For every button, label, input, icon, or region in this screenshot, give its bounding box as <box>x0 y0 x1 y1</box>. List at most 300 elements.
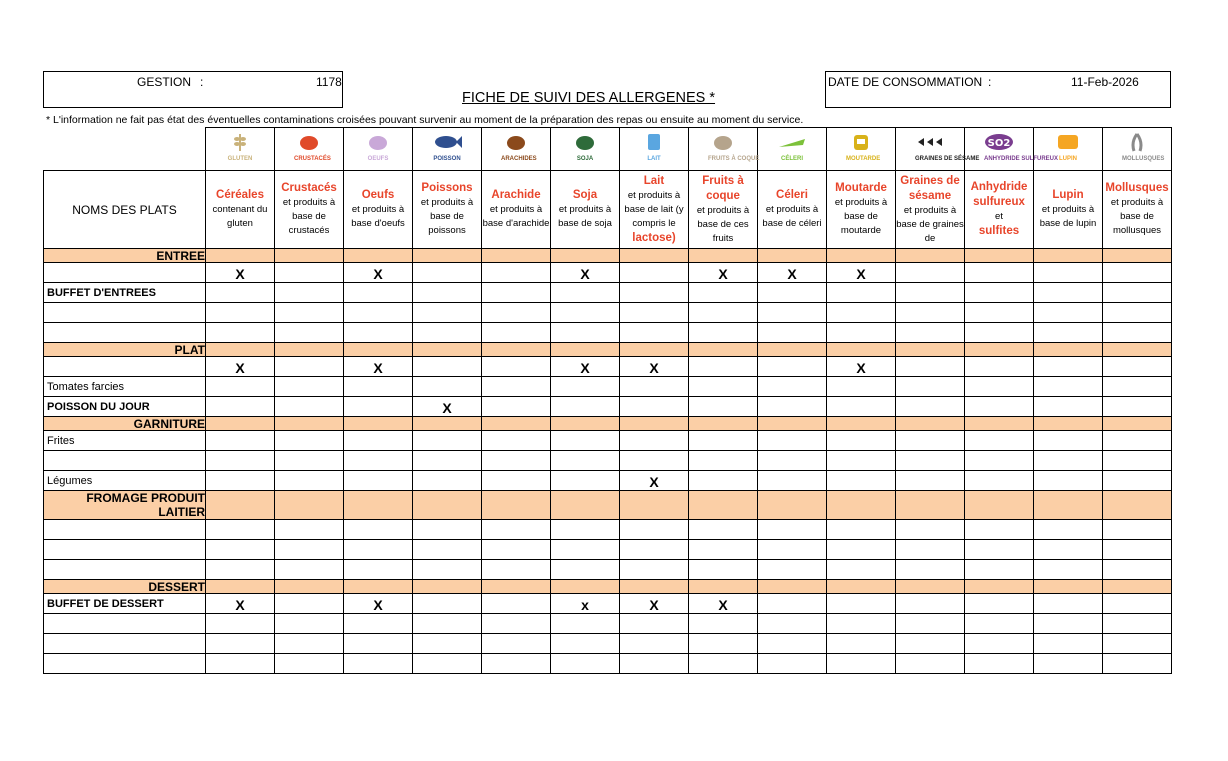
table-row <box>44 283 1172 303</box>
allergen-icon-cell <box>413 128 482 171</box>
allergen-mark: x <box>551 594 620 614</box>
allergen-mark <box>413 614 482 634</box>
allergen-mark <box>896 263 965 283</box>
sesame-icon <box>915 133 980 162</box>
section-row <box>44 343 1172 357</box>
section-fill <box>896 491 965 520</box>
allergen-mark <box>275 357 344 377</box>
section-fill <box>551 491 620 520</box>
allergen-mark <box>827 520 896 540</box>
allergen-mark <box>344 283 413 303</box>
allergen-header <box>344 171 413 249</box>
section-fill <box>758 580 827 594</box>
section-fill <box>965 417 1034 431</box>
allergen-mark <box>275 303 344 323</box>
table-row <box>44 594 1172 614</box>
allergen-mark <box>1103 540 1172 560</box>
allergen-mark <box>206 654 275 674</box>
allergen-mark <box>551 377 620 397</box>
section-fill <box>965 491 1034 520</box>
section-fill <box>1103 491 1172 520</box>
table-row <box>44 397 1172 417</box>
allergen-mark <box>275 283 344 303</box>
section-label: PLAT <box>44 343 206 357</box>
section-fill <box>551 580 620 594</box>
celery-icon <box>777 133 807 162</box>
allergen-mark: X <box>620 357 689 377</box>
allergen-mark <box>965 377 1034 397</box>
allergen-mark <box>344 520 413 540</box>
allergen-mark <box>206 471 275 491</box>
dish-name: Légumes <box>44 471 206 491</box>
allergen-mark <box>1103 614 1172 634</box>
allergen-name: Oeufs <box>361 189 395 201</box>
allergen-icon-cell <box>482 128 551 171</box>
allergen-mark <box>206 560 275 580</box>
allergen-header <box>1103 171 1172 249</box>
allergen-mark <box>896 451 965 471</box>
allergen-mark <box>896 431 965 451</box>
header-row <box>44 171 1172 249</box>
section-fill <box>344 580 413 594</box>
allergen-extra: lactose) <box>632 231 676 244</box>
allergen-mark <box>344 540 413 560</box>
allergen-description: et produits à base de lait (y compris le <box>624 189 684 229</box>
allergen-mark <box>482 634 551 654</box>
allergen-icon-cell <box>689 128 758 171</box>
section-fill <box>1103 580 1172 594</box>
allergen-mark <box>689 303 758 323</box>
allergen-mark <box>344 560 413 580</box>
allergen-mark <box>413 560 482 580</box>
allergen-name: Anhydride sulfureux <box>970 181 1028 208</box>
allergen-mark <box>482 594 551 614</box>
allergen-icon-label: MOUTARDE <box>846 156 881 162</box>
section-fill <box>275 249 344 263</box>
allergen-mark <box>551 451 620 471</box>
allergen-mark <box>620 634 689 654</box>
allergen-mark <box>482 263 551 283</box>
table-row <box>44 451 1172 471</box>
allergen-description: et produits à base de graines de <box>896 204 964 244</box>
allergen-mark <box>344 634 413 654</box>
allergen-mark <box>758 540 827 560</box>
table-row <box>44 431 1172 451</box>
allergen-mark <box>1103 431 1172 451</box>
allergen-mark <box>275 520 344 540</box>
section-fill <box>965 249 1034 263</box>
table-row <box>44 323 1172 343</box>
section-fill <box>344 249 413 263</box>
allergen-mark <box>965 614 1034 634</box>
gestion-label: GESTION <box>137 75 192 89</box>
crab-icon <box>294 133 331 162</box>
allergen-name: Fruits à coque <box>702 174 744 202</box>
section-fill <box>1034 343 1103 357</box>
section-fill <box>896 580 965 594</box>
allergen-mark <box>965 283 1034 303</box>
date-box <box>825 71 1171 108</box>
allergen-mark <box>413 283 482 303</box>
allergen-mark <box>896 471 965 491</box>
table-row <box>44 654 1172 674</box>
allergen-mark <box>206 283 275 303</box>
allergen-mark: X <box>344 263 413 283</box>
allergen-mark <box>620 614 689 634</box>
section-fill <box>896 343 965 357</box>
allergen-header <box>896 171 965 249</box>
allergen-header <box>482 171 551 249</box>
section-row <box>44 491 1172 520</box>
allergen-mark <box>206 540 275 560</box>
allergen-mark: X <box>206 263 275 283</box>
allergen-mark <box>275 323 344 343</box>
allergen-mark <box>413 431 482 451</box>
allergen-icon-cell <box>965 128 1059 171</box>
allergen-mark <box>1034 323 1103 343</box>
allergen-mark <box>827 634 896 654</box>
allergen-mark <box>482 323 551 343</box>
allergen-description: et produits à base d'arachide <box>482 204 550 229</box>
allergen-mark <box>482 614 551 634</box>
allergen-mark <box>551 323 620 343</box>
allergen-mark: X <box>827 263 896 283</box>
allergen-mark <box>551 634 620 654</box>
icon-row-spacer <box>44 128 206 171</box>
allergen-mark <box>344 377 413 397</box>
gestion-separator: : <box>200 75 204 89</box>
allergen-mark <box>620 520 689 540</box>
dish-name: BUFFET DE DESSERT <box>44 594 206 614</box>
section-fill <box>965 343 1034 357</box>
allergen-icon-cell <box>758 128 827 171</box>
allergen-description: et produits à base de crustacés <box>282 197 336 236</box>
allergen-mark <box>275 377 344 397</box>
allergen-mark <box>827 431 896 451</box>
allergen-mark <box>206 397 275 417</box>
allergen-mark <box>482 540 551 560</box>
allergen-mark <box>551 471 620 491</box>
section-fill <box>206 491 275 520</box>
table-row <box>44 560 1172 580</box>
allergen-mark <box>551 540 620 560</box>
allergen-icon-label: LAIT <box>647 156 661 162</box>
table-row <box>44 540 1172 560</box>
section-fill <box>275 491 344 520</box>
allergen-mark <box>827 377 896 397</box>
section-fill <box>206 580 275 594</box>
allergen-mark <box>896 560 965 580</box>
allergen-name: Lait <box>643 174 665 187</box>
section-fill <box>482 491 551 520</box>
egg-icon <box>363 133 393 162</box>
allergen-mark <box>206 323 275 343</box>
allergen-mark <box>1103 560 1172 580</box>
allergen-header <box>275 171 344 249</box>
allergen-mark <box>620 560 689 580</box>
section-fill <box>206 249 275 263</box>
allergen-mark <box>344 654 413 674</box>
allergen-mark <box>551 654 620 674</box>
dish-name <box>44 614 206 634</box>
date-separator: : <box>988 75 992 89</box>
allergen-mark <box>413 303 482 323</box>
allergen-mark <box>413 357 482 377</box>
allergen-icon-label: POISSON <box>433 156 461 162</box>
allergen-mark <box>1103 451 1172 471</box>
allergen-icon-label: GRAINES DE SÉSAME <box>915 156 980 162</box>
section-fill <box>413 491 482 520</box>
section-row <box>44 417 1172 431</box>
allergen-mark: X <box>551 357 620 377</box>
section-fill <box>1034 417 1103 431</box>
dish-name: Frites <box>44 431 206 451</box>
allergen-mark <box>275 540 344 560</box>
allergen-mark <box>1103 377 1172 397</box>
section-fill <box>344 417 413 431</box>
allergen-mark <box>482 471 551 491</box>
section-fill <box>275 580 344 594</box>
allergen-mark <box>827 560 896 580</box>
allergen-mark <box>827 614 896 634</box>
section-fill <box>482 580 551 594</box>
section-fill <box>551 417 620 431</box>
allergen-header <box>689 171 758 249</box>
allergen-mark <box>758 471 827 491</box>
allergen-mark <box>827 303 896 323</box>
allergen-mark <box>689 283 758 303</box>
section-fill <box>275 417 344 431</box>
allergen-mark <box>482 431 551 451</box>
allergen-mark <box>758 594 827 614</box>
section-fill <box>1103 417 1172 431</box>
section-fill <box>689 580 758 594</box>
dish-column-header: NOMS DES PLATS <box>44 171 206 249</box>
allergen-mark <box>275 654 344 674</box>
allergen-icon-label: CRUSTACÉS <box>294 156 331 162</box>
fish-icon <box>432 133 462 162</box>
mollusc-icon <box>1122 133 1165 162</box>
allergen-mark <box>413 594 482 614</box>
allergen-mark <box>1034 303 1103 323</box>
allergen-mark <box>482 283 551 303</box>
allergen-mark <box>275 263 344 283</box>
section-fill <box>827 417 896 431</box>
allergen-mark <box>896 520 965 540</box>
allergen-mark <box>620 654 689 674</box>
section-fill <box>827 580 896 594</box>
allergen-mark <box>1103 634 1172 654</box>
allergen-name: Graines de sésame <box>900 174 960 202</box>
section-fill <box>620 343 689 357</box>
section-fill <box>344 491 413 520</box>
section-fill <box>896 417 965 431</box>
allergen-mark <box>827 451 896 471</box>
allergen-mark <box>413 540 482 560</box>
allergen-extra: sulfites <box>978 225 1020 237</box>
dish-name <box>44 560 206 580</box>
allergen-header <box>965 171 1034 249</box>
allergen-mark <box>758 520 827 540</box>
dish-name <box>44 263 206 283</box>
allergen-mark <box>1103 283 1172 303</box>
allergen-mark <box>689 614 758 634</box>
allergen-mark <box>1034 431 1103 451</box>
allergen-mark <box>482 377 551 397</box>
allergen-mark <box>758 560 827 580</box>
allergen-mark <box>758 614 827 634</box>
allergen-icon-label: FRUITS À COQUE <box>708 156 760 162</box>
allergen-name: Moutarde <box>835 182 887 194</box>
section-fill <box>689 491 758 520</box>
allergen-mark <box>1103 471 1172 491</box>
allergen-mark <box>482 397 551 417</box>
section-fill <box>827 343 896 357</box>
allergen-mark <box>689 397 758 417</box>
section-fill <box>758 491 827 520</box>
allergen-icon-label: CÉLERI <box>780 156 803 162</box>
allergen-mark <box>620 303 689 323</box>
allergen-mark <box>482 303 551 323</box>
allergen-mark <box>620 377 689 397</box>
allergen-mark <box>1103 520 1172 540</box>
section-label: FROMAGE PRODUIT LAITIER <box>44 491 206 520</box>
dish-name <box>44 634 206 654</box>
allergen-mark <box>344 451 413 471</box>
allergen-description: et produits à base de lupin <box>1039 204 1097 229</box>
section-fill <box>896 249 965 263</box>
allergen-icon-cell <box>206 128 275 171</box>
allergen-mark <box>1034 377 1103 397</box>
allergen-description: et produits à base de mollusques <box>1110 197 1164 236</box>
section-fill <box>1034 491 1103 520</box>
allergen-mark <box>965 634 1034 654</box>
allergen-mark <box>827 397 896 417</box>
section-fill <box>551 249 620 263</box>
allergen-mark <box>1034 397 1103 417</box>
allergen-mark <box>689 654 758 674</box>
dish-name <box>44 357 206 377</box>
section-fill <box>413 343 482 357</box>
allergen-mark: X <box>689 263 758 283</box>
allergen-icon-label: GLUTEN <box>227 156 253 162</box>
allergen-mark <box>689 451 758 471</box>
allergen-mark <box>1103 263 1172 283</box>
allergen-mark <box>758 323 827 343</box>
allergen-mark <box>689 540 758 560</box>
disclaimer-note: * L'information ne fait pas état des éventuelles contaminations croisées pouvant survenir au moment de la préparation des repas ou ensuite au moment du service. <box>46 114 804 126</box>
gestion-value: 1178 <box>316 75 342 89</box>
section-fill <box>1034 249 1103 263</box>
section-fill <box>275 343 344 357</box>
section-fill <box>482 249 551 263</box>
allergen-mark: X <box>344 594 413 614</box>
allergen-mark <box>827 540 896 560</box>
soy-icon <box>570 133 600 162</box>
section-fill <box>827 491 896 520</box>
section-fill <box>1103 249 1172 263</box>
allergen-mark <box>689 560 758 580</box>
allergen-header <box>551 171 620 249</box>
section-fill <box>758 417 827 431</box>
allergen-mark <box>758 654 827 674</box>
allergen-icon-cell <box>551 128 620 171</box>
allergen-mark <box>896 634 965 654</box>
table-row <box>44 471 1172 491</box>
gestion-box <box>43 71 343 108</box>
allergen-description: contenant du gluten <box>212 204 268 229</box>
allergen-mark <box>1034 614 1103 634</box>
allergen-mark <box>758 283 827 303</box>
allergen-mark <box>896 594 965 614</box>
wheat-icon <box>225 133 255 162</box>
allergen-icon-cell <box>1034 128 1103 171</box>
section-fill <box>965 580 1034 594</box>
allergen-mark <box>206 431 275 451</box>
section-fill <box>758 249 827 263</box>
allergen-description: et produits à base de moutarde <box>834 197 888 236</box>
allergen-mark <box>689 520 758 540</box>
allergen-mark <box>1034 654 1103 674</box>
nut-icon <box>708 133 760 162</box>
allergen-mark <box>689 471 758 491</box>
allergen-header <box>1034 171 1103 249</box>
allergen-mark <box>1034 357 1103 377</box>
allergen-mark <box>206 520 275 540</box>
allergen-mark <box>896 357 965 377</box>
allergen-mark <box>344 431 413 451</box>
allergen-icon-label: OEUFS <box>367 156 389 162</box>
allergen-mark <box>551 303 620 323</box>
allergen-mark <box>896 654 965 674</box>
allergen-icon-label: ANHYDRIDE SULFUREUX <box>984 156 1059 162</box>
allergen-mark <box>551 431 620 451</box>
allergen-mark <box>689 634 758 654</box>
allergen-mark <box>965 594 1034 614</box>
allergen-description: et produits à base de soja <box>558 204 612 229</box>
allergen-mark <box>1034 634 1103 654</box>
section-fill <box>620 491 689 520</box>
allergen-mark <box>827 471 896 491</box>
dish-name <box>44 303 206 323</box>
table-row <box>44 357 1172 377</box>
allergen-mark <box>689 323 758 343</box>
allergen-mark: X <box>827 357 896 377</box>
dish-name <box>44 520 206 540</box>
allergen-icon-label: MOLLUSQUES <box>1122 156 1165 162</box>
allergen-mark <box>758 357 827 377</box>
allergen-mark <box>689 357 758 377</box>
section-fill <box>689 249 758 263</box>
allergen-mark <box>1103 323 1172 343</box>
date-label: DATE DE CONSOMMATION <box>828 75 983 89</box>
allergen-mark <box>275 614 344 634</box>
allergen-mark: X <box>344 357 413 377</box>
section-label: ENTREE <box>44 249 206 263</box>
allergen-icon-cell <box>1103 128 1172 171</box>
allergen-mark <box>551 397 620 417</box>
allergen-description: et <box>995 211 1003 222</box>
allergen-mark <box>758 303 827 323</box>
allergen-mark <box>965 560 1034 580</box>
allergen-mark <box>758 397 827 417</box>
section-fill <box>827 249 896 263</box>
allergen-mark <box>206 303 275 323</box>
allergen-mark <box>413 634 482 654</box>
allergen-description: et produits à base de ces fruits <box>696 204 750 244</box>
section-row <box>44 580 1172 594</box>
allergen-mark <box>620 323 689 343</box>
